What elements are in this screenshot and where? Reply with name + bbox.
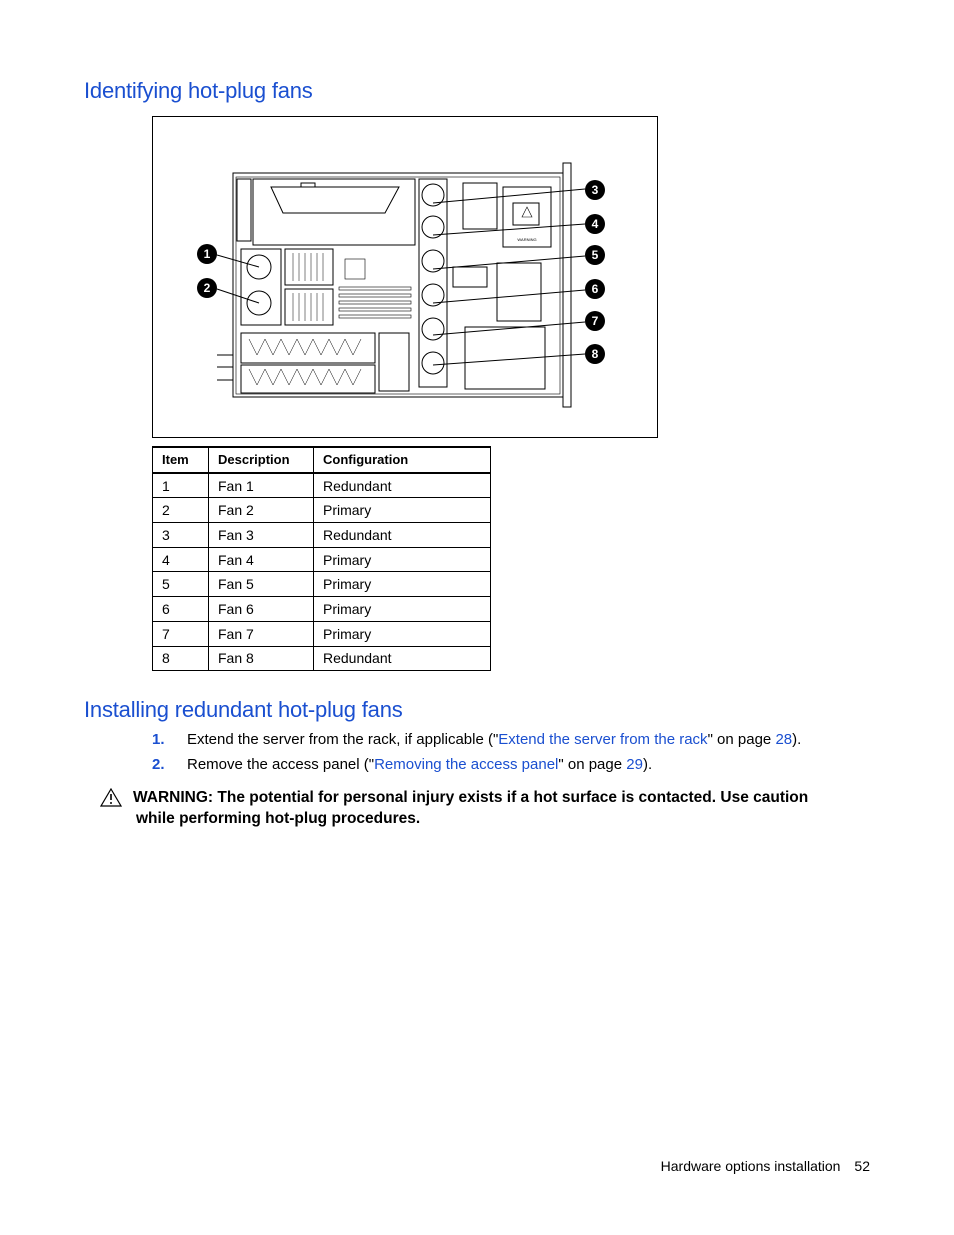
step-text <box>187 731 801 756</box>
table-header-row <box>153 447 491 473</box>
cell-item: 2 <box>153 498 209 523</box>
page-number: 52 <box>854 1158 870 1174</box>
page-footer <box>661 1158 870 1174</box>
cell-item: 6 <box>153 597 209 622</box>
cell-description: Fan 7 <box>209 621 314 646</box>
table-row <box>153 473 491 498</box>
table-row <box>153 597 491 622</box>
cell-item: 8 <box>153 646 209 671</box>
callout-1 <box>197 244 217 264</box>
callout-6 <box>585 279 605 299</box>
cell-item: 1 <box>153 473 209 498</box>
callout-4 <box>585 214 605 234</box>
section-title-installing: Installing redundant hot-plug fans <box>84 697 403 722</box>
warning-triangle-icon <box>100 788 122 813</box>
header-item: Item <box>153 447 209 473</box>
cell-description: Fan 2 <box>209 498 314 523</box>
cell-description: Fan 4 <box>209 547 314 572</box>
cell-item: 4 <box>153 547 209 572</box>
table-row <box>153 498 491 523</box>
cell-description: Fan 3 <box>209 523 314 548</box>
table-row <box>153 621 491 646</box>
cell-description: Fan 5 <box>209 572 314 597</box>
step-text-pre: Extend the server from the rack, if applicable (" <box>187 731 499 748</box>
table-row <box>153 547 491 572</box>
cell-description: Fan 6 <box>209 597 314 622</box>
step-item <box>152 731 801 756</box>
callout-label: 1 <box>203 247 211 261</box>
procedure-steps <box>152 731 801 781</box>
cell-configuration: Primary <box>314 547 491 572</box>
cell-configuration: Redundant <box>314 523 491 548</box>
step-text-mid: " on page <box>558 756 627 773</box>
step-item <box>152 756 801 781</box>
header-description: Description <box>209 447 314 473</box>
psu-warning-label: WARNING <box>517 237 537 242</box>
fan-table <box>152 446 491 671</box>
step-number: 1. <box>152 731 165 748</box>
step-number: 2. <box>152 756 165 773</box>
server-illustration <box>153 117 659 439</box>
header-configuration: Configuration <box>314 447 491 473</box>
callout-2 <box>197 278 217 298</box>
link-page-28[interactable]: 28 <box>775 731 793 748</box>
callout-5 <box>585 245 605 265</box>
section-title-identifying: Identifying hot-plug fans <box>84 78 313 103</box>
cell-description: Fan 1 <box>209 473 314 498</box>
server-fan-diagram <box>152 116 658 438</box>
callout-label: 8 <box>591 347 599 361</box>
callout-label: 4 <box>591 217 599 231</box>
callout-label: 6 <box>591 282 599 296</box>
link-extend-server[interactable]: Extend the server from the rack <box>498 731 708 748</box>
callout-label: 7 <box>591 314 599 328</box>
table-row <box>153 523 491 548</box>
callout-7 <box>585 311 605 331</box>
step-text-pre: Remove the access panel (" <box>187 756 375 773</box>
step-text-mid: " on page <box>707 731 776 748</box>
callout-3 <box>585 180 605 200</box>
warning-note <box>100 787 840 829</box>
cell-item: 7 <box>153 621 209 646</box>
step-text-post: ). <box>642 756 653 773</box>
footer-section: Hardware options installation <box>660 1158 841 1174</box>
warning-text: WARNING: The potential for personal injury exists if a hot surface is contacted. Use caution while performing hot-plug procedures. <box>133 789 809 827</box>
cell-item: 5 <box>153 572 209 597</box>
step-text-post: ). <box>792 731 802 748</box>
callout-label: 2 <box>203 281 211 295</box>
table-row <box>153 572 491 597</box>
callout-label: 5 <box>591 248 599 262</box>
cell-configuration: Primary <box>314 498 491 523</box>
table-row <box>153 646 491 671</box>
cell-item: 3 <box>153 523 209 548</box>
link-page-29[interactable]: 29 <box>626 756 643 773</box>
cell-configuration: Redundant <box>314 646 491 671</box>
cell-configuration: Primary <box>314 572 491 597</box>
cell-description: Fan 8 <box>209 646 314 671</box>
callout-label: 3 <box>591 183 599 197</box>
cell-configuration: Primary <box>314 597 491 622</box>
step-text <box>187 756 652 781</box>
callout-8 <box>585 344 605 364</box>
cell-configuration: Primary <box>314 621 491 646</box>
link-remove-access-panel[interactable]: Removing the access panel <box>374 756 559 773</box>
cell-configuration: Redundant <box>314 473 491 498</box>
